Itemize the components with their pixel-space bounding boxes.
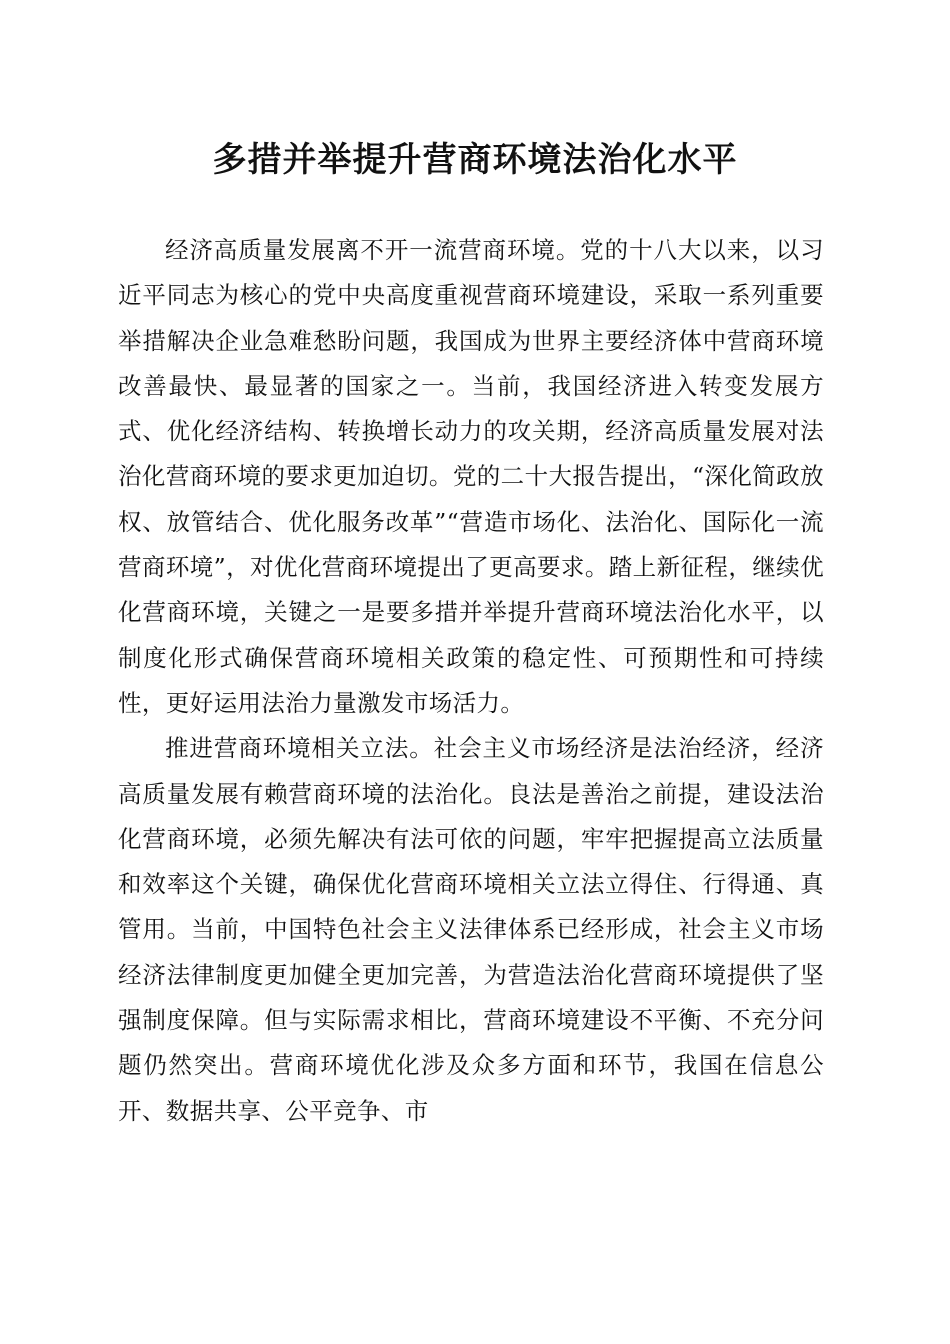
document-title: 多措并举提升营商环境法治化水平	[212, 140, 738, 180]
paragraph-2: 推进营商环境相关立法。社会主义市场经济是法治经济，经济高质量发展有赖营商环境的法治化。良法是善治之前提，建设法治化营商环境，必须先解决有法可依的问题，牢牢把握提高立法质量和效率这个关键，确保优化营商环境相关立法立得住、行得通、真管用。当前，中国特色社会主义法律体系已经形成，社会主义市场经济法律制度更加健全更加完善，为营造法治化营商环境提供了坚强制度保障。但与实际需求相比，营商环境建设不平衡、不充分问题仍然突出。营商环境优化涉及众多方面和环节，我国在信息公开、数据共享、公平竞争、市	[118, 734, 824, 1125]
document-body	[118, 228, 824, 1134]
paragraph-1: 经济高质量发展离不开一流营商环境。党的十八大以来，以习近平同志为核心的党中央高度重视营商环境建设，采取一系列重要举措解决企业急难愁盼问题，我国成为世界主要经济体中营商环境改善最快、最显著的国家之一。当前，我国经济进入转变发展方式、优化经济结构、转换增长动力的攻关期，经济高质量发展对法治化营商环境的要求更加迫切。党的二十大报告提出，“深化简政放权、放管结合、优化服务改革”“营造市场化、法治化、国际化一流营商环境”，对优化营商环境提出了更高要求。踏上新征程，继续优化营商环境，关键之一是要多措并举提升营商环境法治化水平，以制度化形式确保营商环境相关政策的稳定性、可预期性和可持续性，更好运用法治力量激发市场活力。	[118, 236, 824, 717]
